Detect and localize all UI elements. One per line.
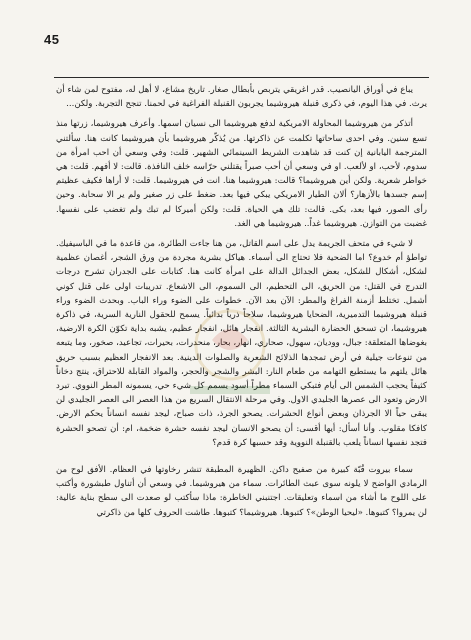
paragraph: أتذكر من هيروشيما المحاولة الامريكية لدفع هيروشيما الى نسيان اسمها. وأعرف هيروشيما، زرتها منذ تسع سنين. وفي احدى ساحاتها تكلمت عن ذاكرتها. من يُذكّر هيروشيما بأن هيروشيما كانت هنا. سألتني المترجمة اليابانية إن كنت قد شاهدت الشريط السينمائي الشهير. قلت: وفي وسعي أن احب امرأة من سدوم، لأحب، او لألعب. او في وسعي أن أحب صبراً يقتلني حرّاسه خلف النافذة. قالت: لا أفهم. قلت: هي خواطر شعرية. ولكن أين هيروشيما؟ قالت: هيروشيما هنا. انت في هيروشيما. قلت: لا أراها فكيف عظيتم إسم جسدها بالأزهار؟ ألان الطيار الامريكي يبكي فيها بعد. ضغط على زر صغير ولم ير الا سحابة. وحين رأى الصور، فيها بعد، بكى. قالت: تلك هي الحياة. قلت: ولكن أميركا لم تبك ولم تغضب على نفسها. غضبت من التوازن. هيروشيما غداً.. هيروشيما هي الغد. [56,119,427,229]
paragraph: يباع في أوراق اليانصيب. قدر اغريقي يتربص بأبطال صغار. تاريخ مشاع، لا أهل له، مفتوح لمن شاء أن يرث. في هذا اليوم، في ذكرى قنبلة هيروشيما يجربون القنبلة الفراغية في لحمنا. تنجح التجربة. ولكن... [56,85,427,110]
paragraph: سماء بيروت قُبّة كبيرة من صفيح داكن. الظهيرة المطبقة تنشر رخاوتها في العظام. الأفق لوح من الرمادي الواضح لا يلونه سوى عبث الطائرات. سماء من هيروشيما. في وسعي أن أتناول طبشورة وأكتب على اللوح ما أشاء من اسماء وتعليقات. اجتنبني الخاطرة: ماذا سأكتب لو صعدت الى سطح بناية عالية: لن يمروا؟ كتبوها. «ليحيا الوطن»؟ كتبوها. هيروشيما؟ كتبوها. طاشت الحروف كلها من ذاكرتي [56,465,427,518]
header-rule [54,77,429,78]
page-number: 45 [44,32,60,47]
paragraph: لا شيء في متحف الجريمة يدل على اسم القاتل، من هنا جاءت الطائرة، من قاعدة ما في الباسيفيك. تواطؤ أم خدوع؟ اما الضحية فلا تحتاج الى أسماء. هياكل بشرية مجردة من ورق الشجر، أغصان عظمية لشكل، أشكال للشكل، بعض الجدائل الدالة على امرأة كانت هنا. كتابات على الجدران تشرح درجات التدرج في القتل: من الحريق، الى التحطيم، الى السموم، الى الاشعاع. تدريبات اولى على قتل كوني أشمل. تختلط أزمنة الفراغ والمطر: الآن بعد الآن. خطوات على الضوء وراء الباب. وبحدث الضوء وراء قنبلة هيروشيما التدميرية، الضحايا هيروشيما، سلاحاً ذرياً بدائياً. يسمح للحقول النارية السرية، في ذاكرة هيروشيما، ان تسحق الحضارة البشرية الثالثة. انفجار هائل، انفجار عظيم، يشبه بداية تكوّن الكرة الارضية، بغوضاها المتعلقة: جبال، ووديان، سهول، صحاري، انهار، بحار، منحدرات، بحيرات، تجاعيد، صخور، وما يتبعه من تنوعات جيلية في أرض تمجدها الذلائح الشعرية والصلوات الدينية. بعد الانفجار العظيم بسبب حريق هائل يلتهم ما يستطيع التهامه من طعام النار: البشر والشجر والحجر، والمواد القابلة للاحتراق، ينتج دخاناً كثيفاً يحجب الشمس الى أيام فتبكي السماء مطراً أسود يسمم كل شيء حي، يسمونه المطر النووي. تبرد الارض وتعود الى عصرها الجليدي الاول. وفي مرحلة الانتقال السريع من هذا العصر الى العصر الجليدي لن يبقى حياً الا الجرذان وبعض أنواع الحشرات. يصحو الجرذ، ذات صباح، ليجد نفسه انساناً يحكم الارض. كافكا مقلوب. وأنا أسأل: أيها أقسى: أن يصحو الانسان ليجد نفسه حشرة ضخمة، ام: أن تصحو الحشرة فتجد نفسها انساناً يلعب بالقنبلة النووية وقد حسبها كرة قدم؟ [56,239,427,448]
body-text [56,83,427,526]
